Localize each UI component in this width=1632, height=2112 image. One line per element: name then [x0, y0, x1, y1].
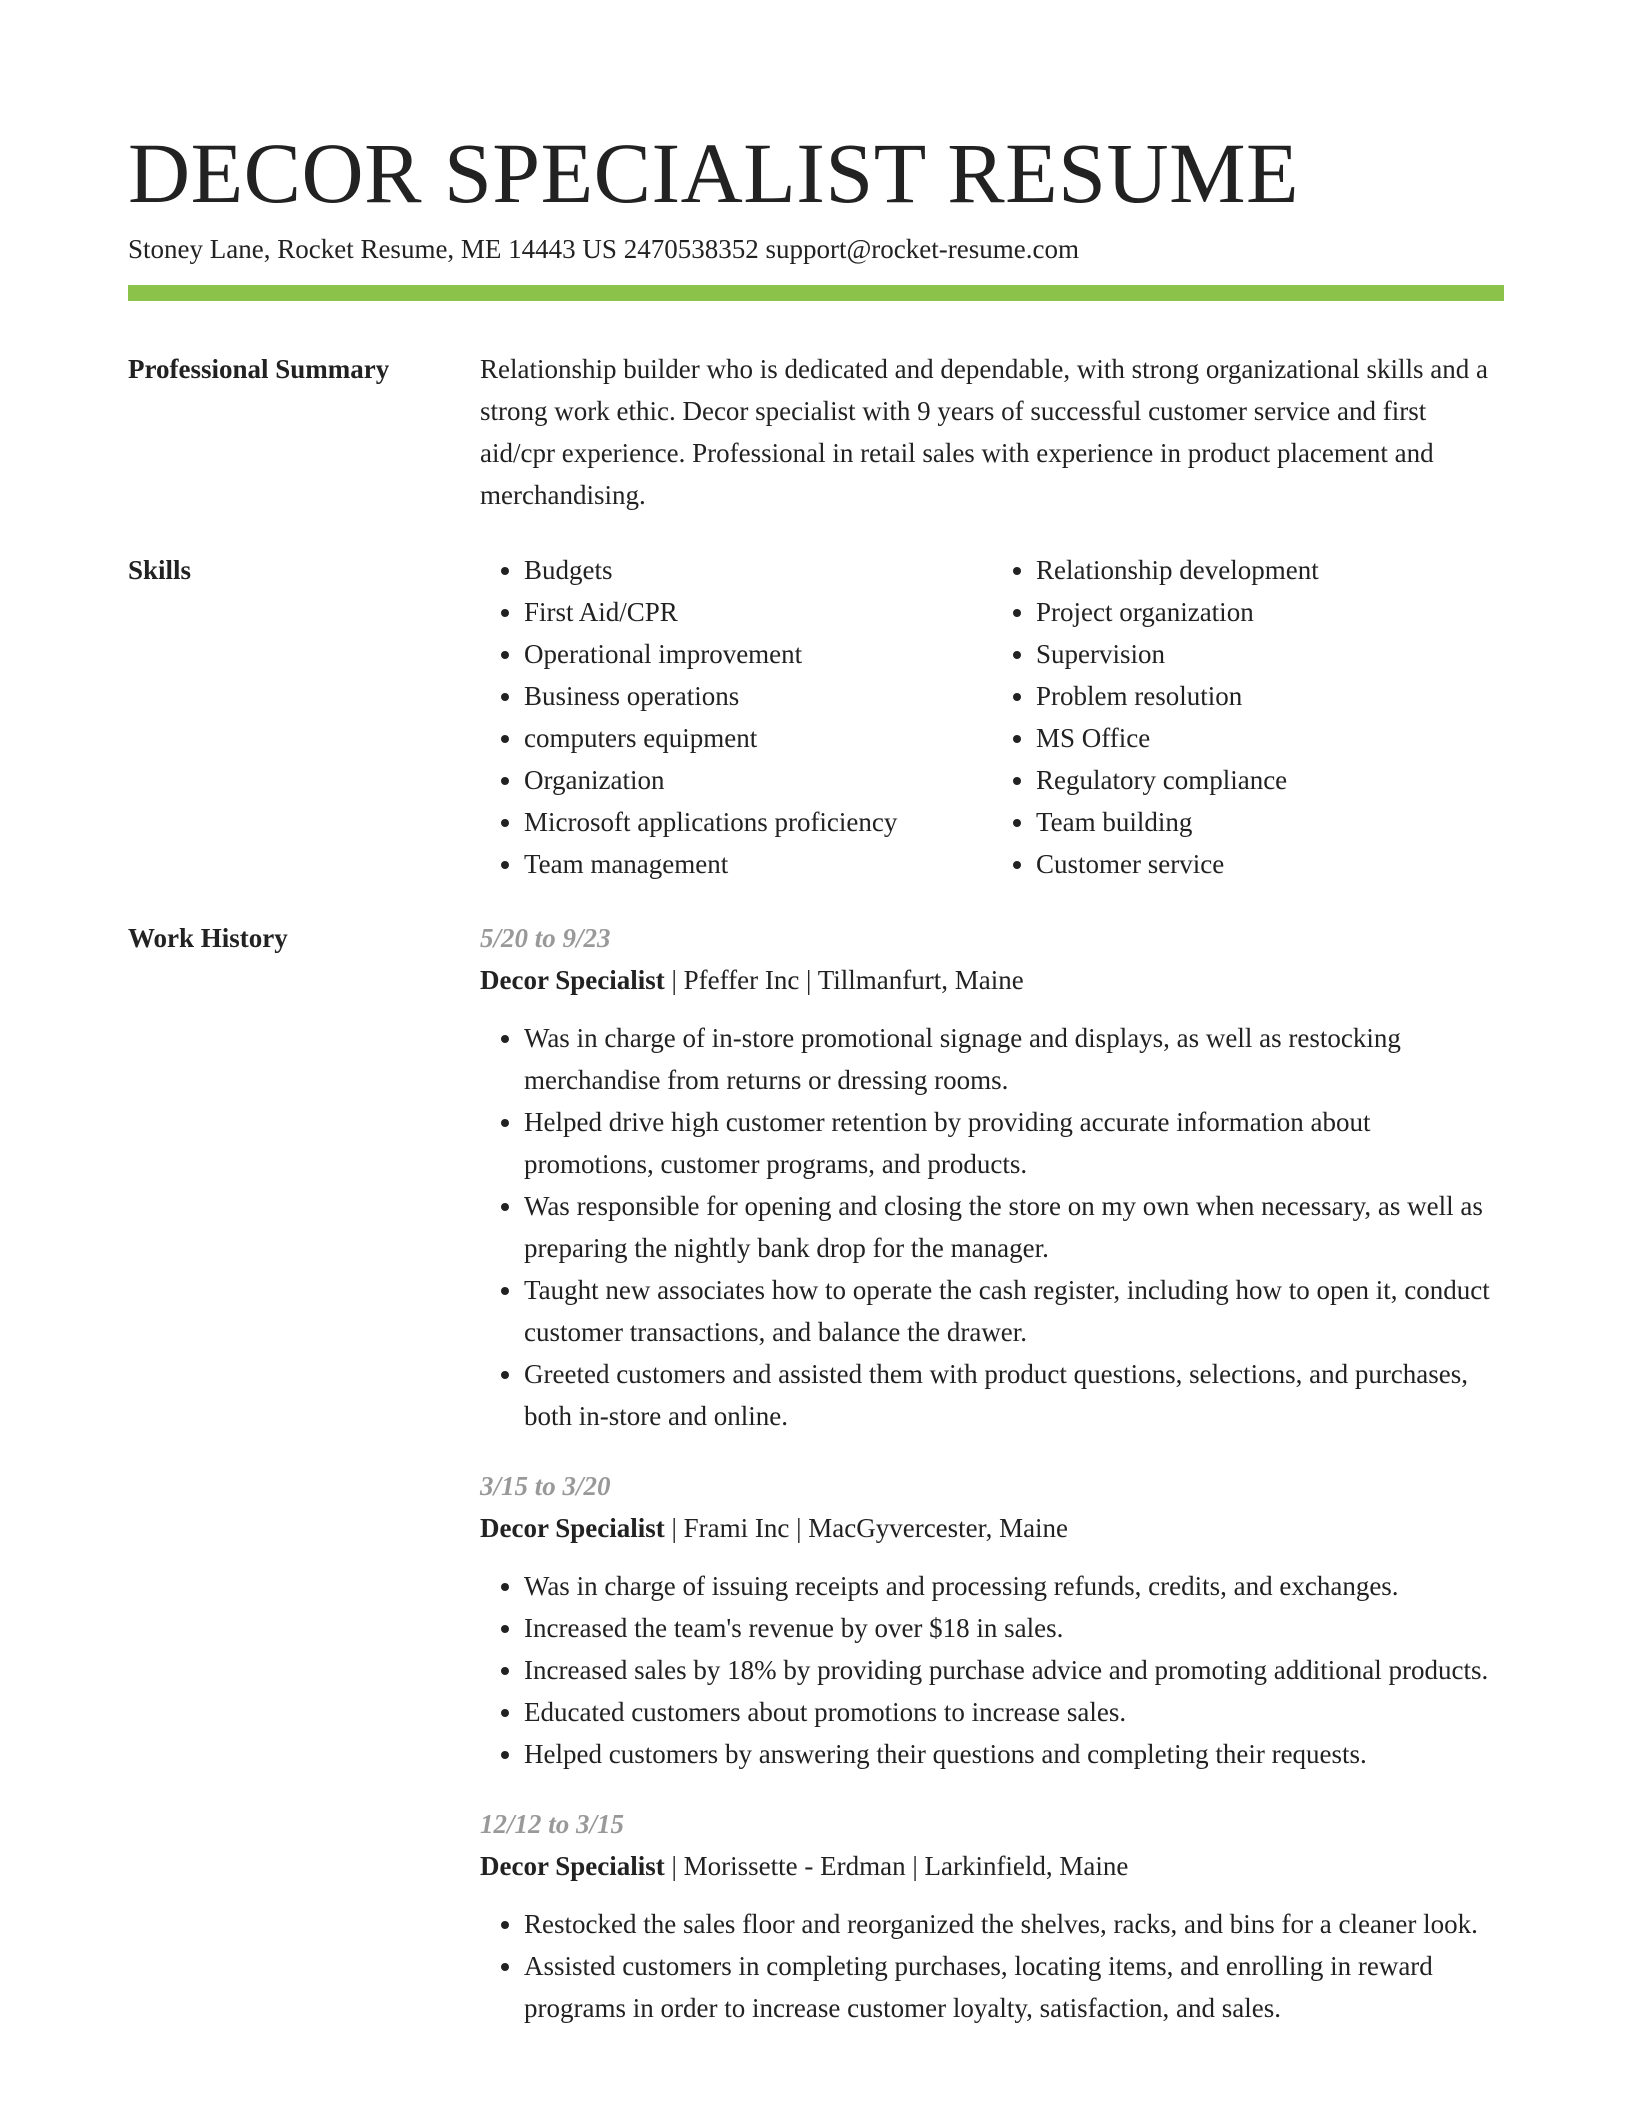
skill-item: • Microsoft applications proficiency [524, 801, 992, 843]
skills-heading: Skills [128, 555, 192, 585]
job-duties [480, 1903, 1504, 2029]
summary-heading: Professional Summary [128, 354, 390, 384]
skill-item: • Project organization [1036, 591, 1504, 633]
job-employer-location: | Frami Inc | MacGyvercester, Maine [664, 1513, 1069, 1543]
job-dates: 3/15 to 3/20 [480, 1471, 611, 1501]
contact-line: Stoney Lane, Rocket Resume, ME 14443 US 2470538352 support@rocket-resume.com [128, 234, 1079, 264]
skill-item: • Problem resolution [1036, 675, 1504, 717]
job-duty: • Restocked the sales floor and reorganized the shelves, racks, and bins for a cleaner look. [524, 1903, 1504, 1945]
job-entry [480, 1465, 1504, 1775]
skill-item: • Budgets [524, 549, 992, 591]
job-duties [480, 1017, 1504, 1437]
work-history-heading: Work History [128, 923, 288, 953]
skills-list-right [992, 549, 1504, 885]
skill-item: • First Aid/CPR [524, 591, 992, 633]
job-employer-location: | Morissette - Erdman | Larkinfield, Maine [664, 1851, 1129, 1881]
job-duty: • Was in charge of issuing receipts and processing refunds, credits, and exchanges. [524, 1565, 1504, 1607]
skills-columns [480, 549, 1504, 885]
job-heading [480, 959, 1504, 1001]
job-duty: • Increased the team's revenue by over $18 in sales. [524, 1607, 1504, 1649]
skills-list-left [480, 549, 992, 885]
skill-item: • Organization [524, 759, 992, 801]
skill-item: • MS Office [1036, 717, 1504, 759]
job-duties [480, 1565, 1504, 1775]
job-duty: • Educated customers about promotions to increase sales. [524, 1691, 1504, 1733]
skill-item: • computers equipment [524, 717, 992, 759]
skill-item: • Business operations [524, 675, 992, 717]
resume-title: DECOR SPECIALIST RESUME [128, 125, 1300, 221]
job-dates: 5/20 to 9/23 [480, 923, 611, 953]
job-employer-location: | Pfeffer Inc | Tillmanfurt, Maine [664, 965, 1024, 995]
job-title: Decor Specialist [480, 1513, 665, 1543]
job-title: Decor Specialist [480, 965, 665, 995]
skill-item: • Regulatory compliance [1036, 759, 1504, 801]
skill-item: • Relationship development [1036, 549, 1504, 591]
summary-text: Relationship builder who is dedicated and dependable, with strong organizational skills and a strong work ethic. Decor specialist with 9 years of successful customer service and first aid/cpr experience. Professional in retail sales with experience in product placement and merchandising. [480, 354, 1489, 510]
skill-item: • Team building [1036, 801, 1504, 843]
job-duty: • Greeted customers and assisted them with product questions, selections, and purchases, both in-store and online. [524, 1353, 1504, 1437]
job-duty: • Assisted customers in completing purchases, locating items, and enrolling in reward programs in order to increase customer loyalty, satisfaction, and sales. [524, 1945, 1504, 2029]
job-heading [480, 1507, 1504, 1549]
job-entry [480, 917, 1504, 1437]
job-duty: • Helped drive high customer retention by providing accurate information about promotions, customer programs, and products. [524, 1101, 1504, 1185]
job-entry [480, 1803, 1504, 2029]
header-divider [128, 285, 1504, 301]
job-title: Decor Specialist [480, 1851, 665, 1881]
skill-item: • Operational improvement [524, 633, 992, 675]
job-duty: • Increased sales by 18% by providing purchase advice and promoting additional products. [524, 1649, 1504, 1691]
skill-item: • Supervision [1036, 633, 1504, 675]
skill-item: • Team management [524, 843, 992, 885]
job-dates: 12/12 to 3/15 [480, 1809, 625, 1839]
job-duty: • Taught new associates how to operate the cash register, including how to open it, conduct customer transactions, and balance the drawer. [524, 1269, 1504, 1353]
skill-item: • Customer service [1036, 843, 1504, 885]
job-duty: • Was responsible for opening and closing the store on my own when necessary, as well as preparing the nightly bank drop for the manager. [524, 1185, 1504, 1269]
job-duty: • Was in charge of in-store promotional signage and displays, as well as restocking merchandise from returns or dressing rooms. [524, 1017, 1504, 1101]
job-heading [480, 1845, 1504, 1887]
job-duty: • Helped customers by answering their questions and completing their requests. [524, 1733, 1504, 1775]
